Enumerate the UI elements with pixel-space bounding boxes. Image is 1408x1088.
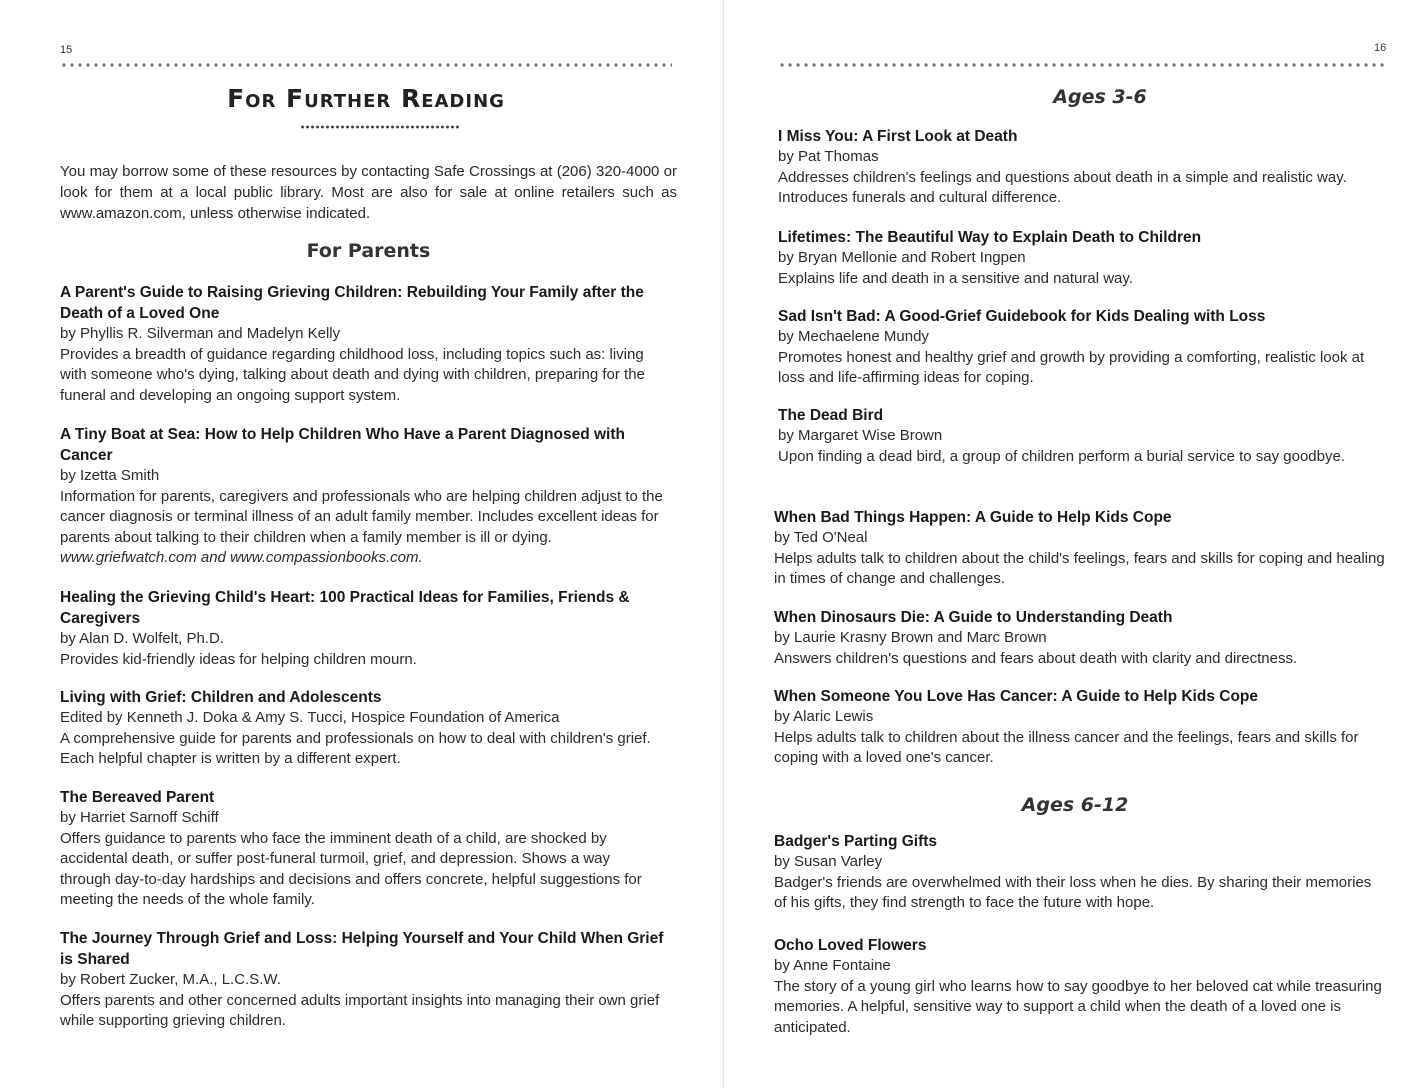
book-author: by Pat Thomas (778, 148, 879, 165)
section-title-ages-3-6: Ages 3-6 (1053, 86, 1147, 108)
book-author: by Phyllis R. Silverman and Madelyn Kelly (60, 325, 341, 342)
book-author: by Alaric Lewis (774, 708, 874, 725)
book-entry (774, 607, 1386, 669)
book-title: I Miss You: A First Look at Death (778, 128, 1018, 145)
book-description: Offers guidance to parents who face the imminent death of a child, are shocked by accidental death, or suffer post-funeral turmoil, grief, and depression. Shows a way through day-to-day hardships and decisions and offers concrete, helpful suggestions for meeting the needs of the whole family. (60, 829, 642, 908)
book-author: by Alan D. Wolfelt, Ph.D. (60, 630, 224, 647)
left-page (0, 0, 700, 1088)
title-dotted-underline (300, 124, 460, 130)
book-description: A comprehensive guide for parents and professionals on how to deal with children's grief. Each helpful chapter is written by a different expert. (60, 729, 651, 767)
book-entry (774, 686, 1386, 769)
book-author: by Ted O'Neal (774, 529, 868, 546)
book-title: The Bereaved Parent (60, 789, 215, 806)
book-author: by Laurie Krasny Brown and Marc Brown (774, 629, 1047, 646)
book-author: by Susan Varley (774, 853, 883, 870)
dotted-rule (778, 62, 1386, 68)
book-description: Provides a breadth of guidance regarding childhood loss, including topics such as: living with someone who's dying, talking about death and dying with children, preparing for the funeral and developing an ongoing support system. (60, 345, 645, 404)
book-title: When Bad Things Happen: A Guide to Help Kids Cope (774, 509, 1172, 526)
book-description: Explains life and death in a sensitive and natural way. (778, 269, 1133, 287)
book-description: Addresses children's feelings and questions about death in a simple and realistic way. Introduces funerals and cultural difference. (778, 168, 1347, 206)
book-title: The Dead Bird (778, 407, 884, 424)
book-entry (60, 928, 665, 1032)
book-entry (778, 405, 1388, 467)
book-author: by Anne Fontaine (774, 957, 891, 974)
book-entry (774, 935, 1386, 1038)
book-entry (774, 831, 1386, 914)
book-title: The Journey Through Grief and Loss: Helping Yourself and Your Child When Grief is Shared (60, 930, 664, 968)
page-fold (723, 0, 724, 1088)
book-title: Lifetimes: The Beautiful Way to Explain Death to Children (778, 229, 1202, 246)
book-description: The story of a young girl who learns how to say goodbye to her beloved cat while treasuring memories. A helpful, sensitive way to support a child when the death of a loved one is anticipated. (774, 977, 1382, 1036)
book-title: A Tiny Boat at Sea: How to Help Children Who Have a Parent Diagnosed with Cancer (60, 426, 625, 464)
book-description: Upon finding a dead bird, a group of children perform a burial service to say goodbye. (778, 447, 1346, 465)
book-author: by Mechaelene Mundy (778, 328, 929, 345)
book-description: Answers children's questions and fears about death with clarity and directness. (774, 649, 1298, 667)
book-entry (778, 126, 1388, 209)
book-author: by Margaret Wise Brown (778, 427, 943, 444)
intro-paragraph: You may borrow some of these resources by contacting Safe Crossings at (206) 320-4000 or look for them at a local public library. Most are also for sale at online retailers such as www.amazon.com, unless otherwise indicated. (60, 163, 677, 222)
page-number: 16 (1374, 42, 1387, 54)
page-number: 15 (60, 44, 73, 56)
book-entry (60, 587, 665, 670)
book-title: Healing the Grieving Child's Heart: 100 Practical Ideas for Families, Friends & Caregivers (60, 589, 630, 627)
book-title: A Parent's Guide to Raising Grieving Children: Rebuilding Your Family after the Death of a Loved One (60, 284, 644, 322)
book-author: by Robert Zucker, M.A., L.C.S.W. (60, 971, 281, 988)
book-title: Ocho Loved Flowers (774, 937, 927, 954)
section-title-ages-6-12: Ages 6-12 (1021, 794, 1129, 816)
book-description (60, 487, 665, 569)
section-title-for-parents: For Parents (306, 240, 431, 262)
book-description: Badger's friends are overwhelmed with their loss when he dies. By sharing their memories of his gifts, they find strength to face the future with hope. (774, 873, 1372, 911)
book-description-text: Information for parents, caregivers and professionals who are helping children adjust to the cancer diagnosis or terminal illness of an adult family member. Includes excellent ideas for parents about talking to their children when a family member is ill or dying. (60, 487, 663, 546)
book-entry (60, 282, 665, 406)
book-links: www.griefwatch.com and www.compassionbooks.com. (60, 549, 423, 566)
book-title: Sad Isn't Bad: A Good-Grief Guidebook for Kids Dealing with Loss (778, 308, 1266, 325)
book-description: Helps adults talk to children about the illness cancer and the feelings, fears and skills for coping with a loved one's cancer. (774, 728, 1359, 766)
book-description: Helps adults talk to children about the child's feelings, fears and skills for coping and healing in times of change and challenges. (774, 549, 1385, 587)
book-title: Badger's Parting Gifts (774, 833, 938, 850)
book-entry (60, 787, 665, 911)
book-author: by Harriet Sarnoff Schiff (60, 809, 219, 826)
book-entry (774, 507, 1386, 590)
book-entry (60, 687, 665, 770)
book-entry (778, 227, 1388, 289)
book-title: When Dinosaurs Die: A Guide to Understanding Death (774, 609, 1173, 626)
book-description: Promotes honest and healthy grief and growth by providing a comforting, realistic look at loss and life-affirming ideas for coping. (778, 348, 1365, 386)
book-author: by Bryan Mellonie and Robert Ingpen (778, 249, 1026, 266)
book-description: Provides kid-friendly ideas for helping children mourn. (60, 650, 417, 668)
book-title: Living with Grief: Children and Adolescents (60, 689, 382, 706)
book-description: Offers parents and other concerned adults important insights into managing their own grief while supporting grieving children. (60, 991, 660, 1029)
book-title: When Someone You Love Has Cancer: A Guide to Help Kids Cope (774, 688, 1259, 705)
book-entry (60, 424, 665, 569)
book-author: Edited by Kenneth J. Doka & Amy S. Tucci, Hospice Foundation of America (60, 709, 560, 726)
dotted-rule (60, 62, 672, 68)
book-entry (778, 306, 1388, 389)
book-author: by Izetta Smith (60, 467, 160, 484)
page-title: For Further Reading (227, 84, 505, 113)
